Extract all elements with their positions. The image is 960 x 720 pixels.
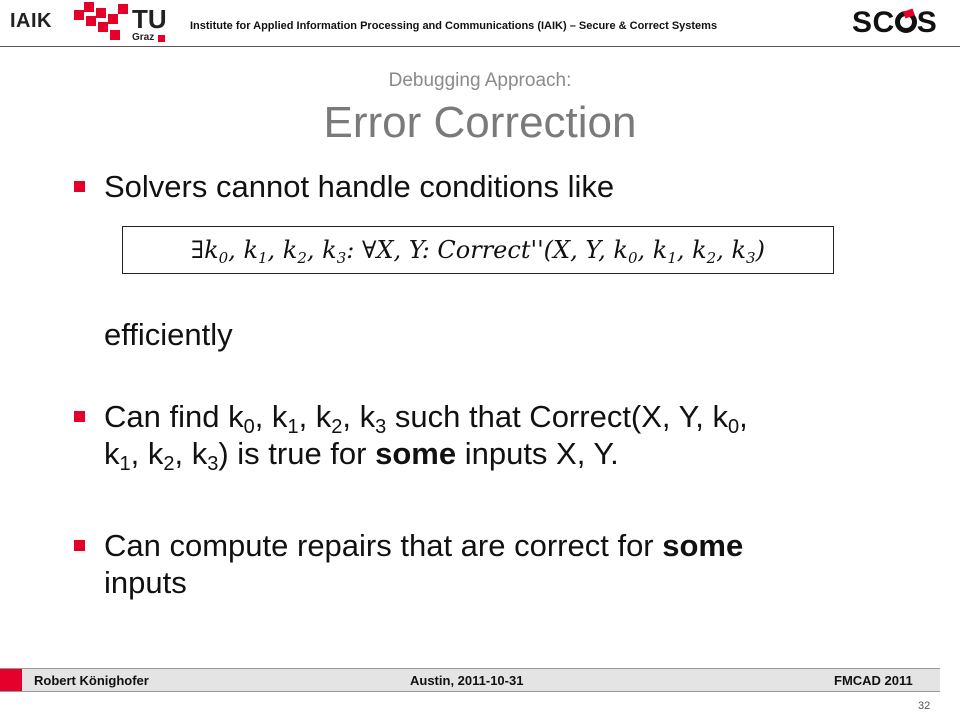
bullet-3-text: Can compute repairs that are correct for some inputs — [104, 528, 744, 600]
graz-square-icon — [158, 35, 165, 42]
slide-header — [0, 0, 960, 48]
bullet-1-text: Solvers cannot handle conditions like — [104, 169, 615, 204]
tu-graz-logo-mark-icon — [74, 2, 128, 42]
slide-footer — [0, 668, 940, 692]
bullet-2-text: Can find $k_0$, $k_1$, $k_2$, $k_3$ such that Correct(X, Y, $k_0$, $k_1$, $k_2$, $k_3$) is true for some inputs X, Y. — [104, 399, 748, 475]
bullet-marker-icon — [74, 411, 85, 422]
slide-title: Error Correction — [323, 98, 637, 147]
footer-accent-square — [0, 669, 22, 691]
footer-author: Robert Könighofer — [34, 673, 149, 688]
formula-box — [122, 226, 834, 274]
header-divider — [0, 46, 960, 47]
footer-conference: FMCAD 2011 — [834, 673, 913, 688]
graz-logo-text: Graz — [132, 32, 155, 43]
slide-subtitle: Debugging Approach: — [388, 70, 572, 91]
formula-text: $\exists k_0$, $k_1$, $k_2$, $k_3$: ∀X, Y: Correct''(X, Y, $k_0$, $k_1$, $k_2$, $k_3$) — [191, 236, 765, 267]
bullet-1-continuation: efficiently — [104, 317, 233, 352]
footer-place-date: Austin, 2011-10-31 — [410, 673, 524, 688]
bullet-marker-icon — [74, 540, 85, 551]
iaik-logo: IAIK — [10, 10, 52, 32]
scos-logo: SC S — [852, 6, 938, 39]
bullet-marker-icon — [74, 181, 85, 192]
page-number: 32 — [918, 700, 931, 712]
tu-logo-text: TU — [132, 4, 167, 34]
institute-name: Institute for Applied Information Processing and Communications (IAIK) – Secure & Correct Systems — [190, 20, 718, 32]
